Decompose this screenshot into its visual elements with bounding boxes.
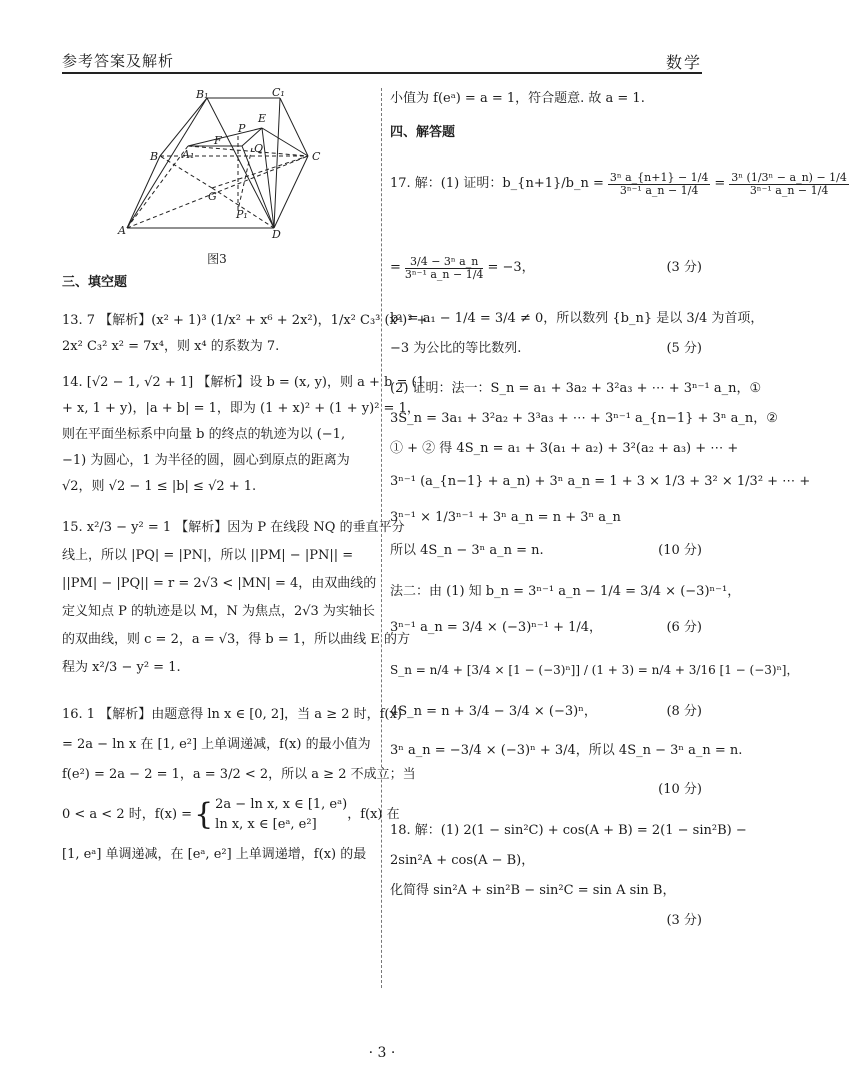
q17-result-value: = −3， bbox=[487, 260, 535, 275]
score-3: (3 分) bbox=[666, 260, 702, 275]
label-c1: C₁ bbox=[272, 86, 285, 99]
label-b1: B₁ bbox=[196, 88, 209, 101]
geometry-diagram bbox=[62, 86, 372, 241]
score-5: (5 分) bbox=[666, 341, 702, 356]
brace-glyph: { bbox=[194, 797, 214, 832]
q17-fraction-3 bbox=[405, 256, 484, 281]
q17-ratio-line bbox=[390, 156, 847, 212]
q17-method1-line-1: (2) 证明：法一：S_n = a₁ + 3a₂ + 3²a₃ + ⋯ + 3ⁿ⁻¹ a_n，① bbox=[390, 381, 762, 396]
q17-b1-line: b₁ = a₁ − 1/4 = 3/4 ≠ 0，所以数列 {b_n} 是以 3/4 为首项， bbox=[390, 311, 764, 326]
answer-14-line-1: 14. [√2 − 1, √2 + 1] 【解析】设 b = (x, y)，则 a + b = (1 bbox=[62, 375, 425, 390]
equals-sign-2: = bbox=[390, 260, 401, 275]
q18-line-2: 2sin²A + cos(A − B)， bbox=[390, 853, 535, 868]
q17-method2-4sn: 4S_n = n + 3/4 − 3/4 × (−3)ⁿ， bbox=[390, 704, 597, 719]
label-a1: A₁ bbox=[182, 148, 195, 161]
answer-16-line-3: f(e²) = 2a − 2 = 1，a = 3/2 < 2，所以 a ≥ 2 不成立；当 bbox=[62, 767, 416, 782]
header-subject: 数学 bbox=[665, 53, 702, 72]
q17-method1-line-2: 3S_n = 3a₁ + 3²a₂ + 3³a₃ + ⋯ + 3ⁿ⁻¹ a_{n−1} + 3ⁿ a_n，② bbox=[390, 411, 778, 426]
score-10: (10 分) bbox=[658, 543, 702, 558]
geometry-figure bbox=[62, 88, 372, 248]
page-header bbox=[62, 46, 702, 74]
answer-14-line-4: −1) 为圆心，1 为半径的圆，圆心到原点的距离为 bbox=[62, 453, 350, 468]
right-column bbox=[390, 88, 847, 936]
label-a: A bbox=[118, 224, 126, 237]
answer-14-line-2: + x, 1 + y)，|a + b| = 1，即为 (1 + x)² + (1 + y)² = 1， bbox=[62, 401, 420, 416]
answer-15-line-3: ||PM| − |PQ|| = r = 2√3 < |MN| = 4，由双曲线的 bbox=[62, 576, 377, 591]
label-p: P bbox=[238, 122, 246, 135]
answer-15-line-4: 定义知点 P 的轨迹是以 M，N 为焦点，2√3 为实轴长 bbox=[62, 604, 375, 619]
label-q: Q bbox=[254, 142, 264, 155]
equals-sign: = bbox=[714, 176, 726, 191]
q17-result-line bbox=[390, 248, 702, 288]
piecewise-case-1: 2a − ln x, x ∈ [1, eᵃ) bbox=[215, 797, 348, 812]
answer-15-line-2: 线上，所以 |PQ| = |PN|，所以 ||PM| − |PN|| = bbox=[62, 548, 354, 563]
q17-method2-line-3: S_n = n/4 + [3/4 × [1 − (−3)ⁿ]] / (1 + 3) = n/4 + 3/16 [1 − (−3)ⁿ]， bbox=[390, 663, 799, 677]
q18-line-3 bbox=[390, 876, 702, 928]
label-p1: P₁ bbox=[236, 208, 248, 221]
score-8: (8 分) bbox=[666, 704, 702, 719]
answer-15-line-1: 15. x²/3 − y² = 1 【解析】因为 P 在线段 NQ 的垂直平分 bbox=[62, 520, 405, 535]
score-6: (6 分) bbox=[666, 620, 702, 635]
column-divider bbox=[381, 88, 382, 988]
fraction-2-denominator: 3ⁿ⁻¹ a_n − 1/4 bbox=[749, 183, 829, 197]
fraction-2-numerator: 3ⁿ (1/3ⁿ − a_n) − 1/4 bbox=[731, 170, 847, 184]
answer-16-line-2: = 2a − ln x 在 [1, e²] 上单调递减，f(x) 的最小值为 bbox=[62, 737, 371, 752]
q17-method1-line-5: 3ⁿ⁻¹ × 1/3ⁿ⁻¹ + 3ⁿ a_n = n + 3ⁿ a_n bbox=[390, 510, 621, 525]
answer-15-line-6: 程为 x²/3 − y² = 1. bbox=[62, 660, 181, 675]
piecewise-case-2: ln x, x ∈ [eᵃ, e²] bbox=[215, 817, 317, 832]
q17-method2-an: 3ⁿ⁻¹ a_n = 3/4 × (−3)ⁿ⁻¹ + 1/4， bbox=[390, 620, 603, 635]
answer-14-line-5: √2，则 √2 − 1 ≤ |b| ≤ √2 + 1. bbox=[62, 479, 257, 494]
label-c: C bbox=[312, 150, 321, 163]
page-number: · 3 · bbox=[368, 1045, 396, 1061]
q17-method1-line-3: ① + ② 得 4S_n = a₁ + 3(a₁ + a₂) + 3²(a₂ + a₃) + ⋯ + bbox=[390, 441, 739, 456]
q17-fraction-2 bbox=[729, 172, 849, 197]
fraction-3-denominator: 3ⁿ⁻¹ a_n − 1/4 bbox=[404, 267, 484, 281]
q17-method1-line-6 bbox=[390, 536, 702, 566]
answer-16-piecewise-suffix: ，f(x) 在 bbox=[347, 807, 400, 822]
answer-16-line-5: [1, eᵃ] 单调递减，在 [eᵃ, e²] 上单调递增，f(x) 的最 bbox=[62, 847, 367, 862]
q17-method2-line-1: 法二：由 (1) 知 b_n = 3ⁿ⁻¹ a_n − 1/4 = 3/4 × (−3)ⁿ⁻¹， bbox=[390, 584, 741, 599]
q17-method1-conclusion: 所以 4S_n − 3ⁿ a_n = n. bbox=[390, 543, 544, 558]
fraction-1-denominator: 3ⁿ⁻¹ a_n − 1/4 bbox=[619, 183, 699, 197]
answer-15-line-5: 的双曲线，则 c = 2，a = √3，得 b = 1，所以曲线 E 的方 bbox=[62, 632, 410, 647]
q17-method2-line-5: 3ⁿ a_n = −3/4 × (−3)ⁿ + 3/4，所以 4S_n − 3ⁿ a_n = n. bbox=[390, 743, 743, 758]
q17-ratio-text: −3 为公比的等比数列. bbox=[390, 341, 522, 356]
label-e: E bbox=[258, 112, 267, 125]
q17-method2-line-2 bbox=[390, 610, 702, 646]
figure-caption: 图3 bbox=[207, 252, 227, 266]
label-g: G bbox=[208, 190, 217, 203]
label-d: D bbox=[272, 228, 281, 241]
score-10b: (10 分) bbox=[658, 782, 702, 797]
score-3b: (3 分) bbox=[666, 913, 702, 928]
label-b: B bbox=[150, 150, 159, 163]
answer-16-piecewise-cases bbox=[215, 795, 347, 835]
fraction-1-numerator: 3ⁿ a_{n+1} − 1/4 bbox=[609, 170, 709, 184]
answer-16-line-4 bbox=[62, 790, 400, 840]
q17-method1-line-4: 3ⁿ⁻¹ (a_{n−1} + a_n) + 3ⁿ a_n = 1 + 3 × 1/3 + 3² × 1/3² + ⋯ + bbox=[390, 474, 811, 489]
label-f: F bbox=[214, 134, 222, 147]
answer-16-piecewise-prefix: 0 < a < 2 时，f(x) = bbox=[62, 807, 193, 822]
answer-section-title: 四、解答题 bbox=[390, 125, 456, 140]
q18-line-1: 18. 解：(1) 2(1 − sin²C) + cos(A + B) = 2(1 − sin²B) − bbox=[390, 823, 747, 838]
q17-ratio-conclusion bbox=[390, 334, 702, 364]
header-title: 参考答案及解析 bbox=[62, 52, 175, 70]
fill-section-title: 三、填空题 bbox=[62, 275, 128, 290]
answer-13-line-1: 13. 7 【解析】(x² + 1)³ (1/x² + x⁶ + 2x²)，1/x² C₃³ (x²)³ + bbox=[62, 313, 428, 328]
answer-13-line-2: 2x² C₃² x² = 7x⁴，则 x⁴ 的系数为 7. bbox=[62, 339, 280, 354]
q17-fraction-1 bbox=[608, 172, 711, 197]
q17-method2-line-4 bbox=[390, 694, 702, 730]
q17-head: 17. 解：(1) 证明：b_{n+1}/b_n = bbox=[390, 176, 604, 191]
q18-simplified: 化简得 sin²A + sin²B − sin²C = sin A sin B， bbox=[390, 883, 676, 898]
fraction-3-numerator: 3/4 − 3ⁿ a_n bbox=[405, 256, 484, 269]
answer-16-conclusion: 小值为 f(eᵃ) = a = 1，符合题意. 故 a = 1. bbox=[390, 91, 645, 106]
answer-16-line-1: 16. 1 【解析】由题意得 ln x ∈ [0, 2]，当 a ≥ 2 时，f(x) bbox=[62, 707, 402, 722]
answer-14-line-3: 则在平面坐标系中向量 b 的终点的轨迹为以 (−1, bbox=[62, 427, 346, 442]
